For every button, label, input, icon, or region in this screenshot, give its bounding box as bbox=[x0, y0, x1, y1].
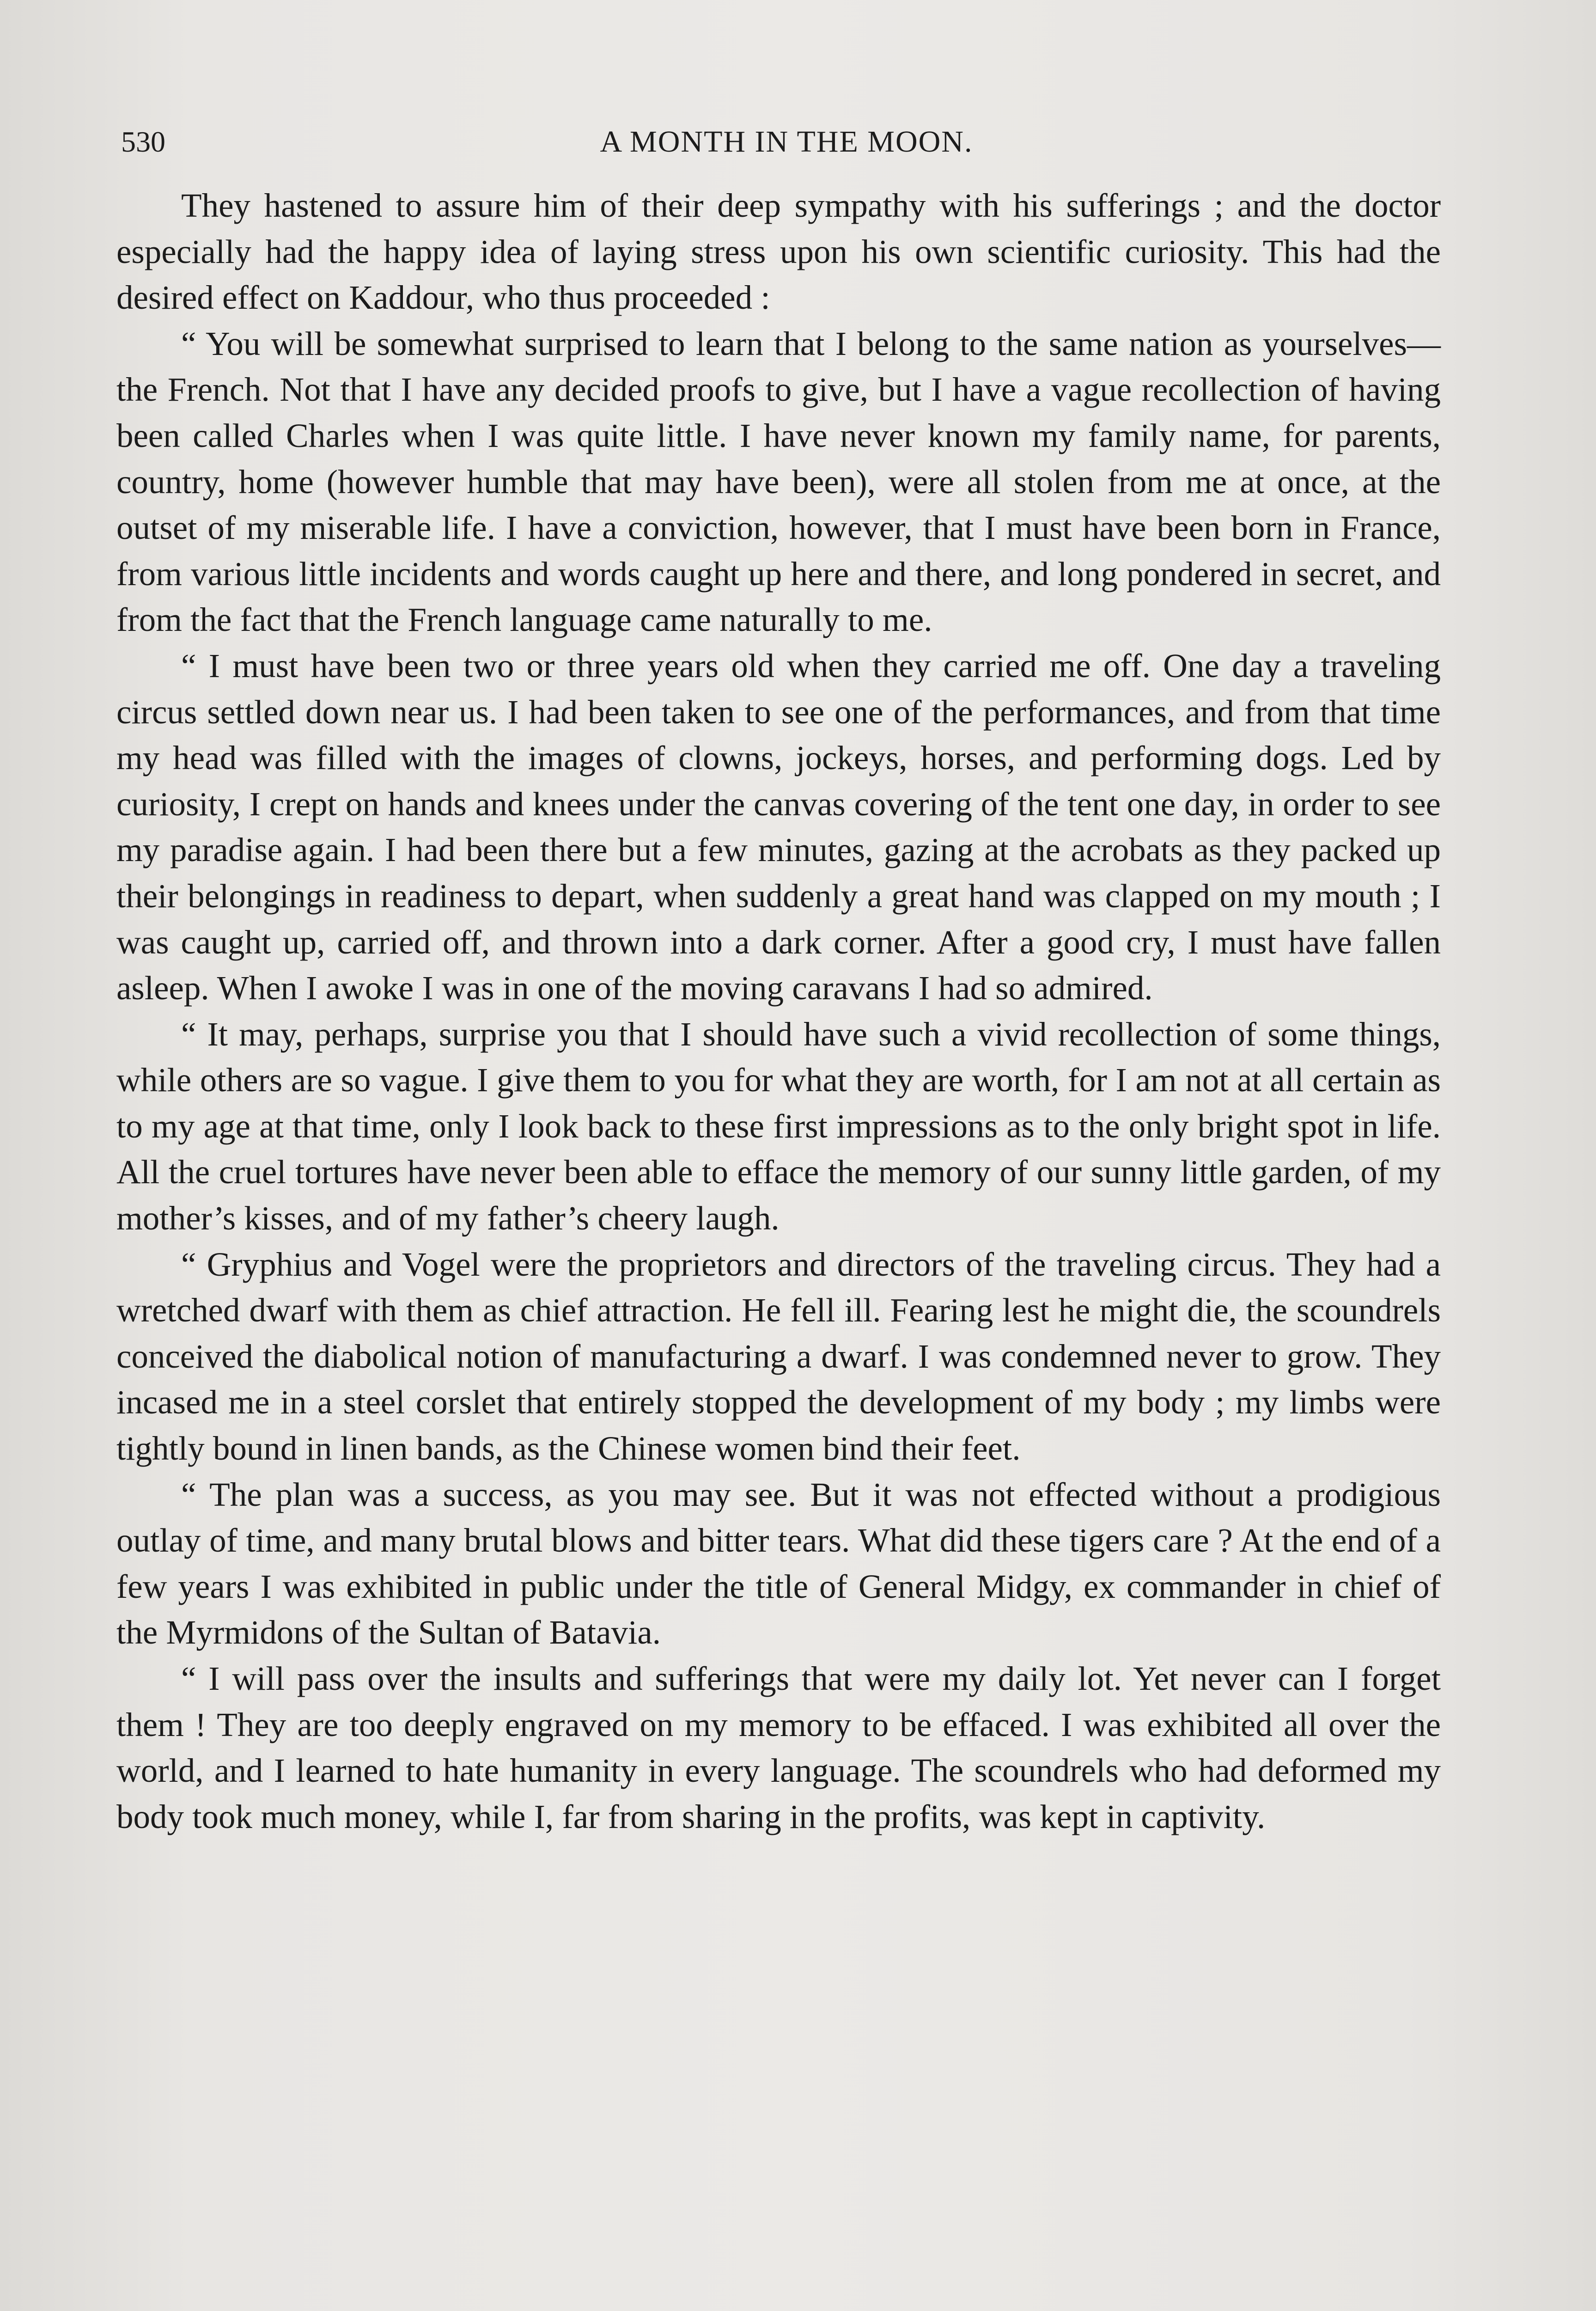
paragraph: “ The plan was a success, as you may see. But it was not effected without a prodigious outlay of time, and many brutal blows and bitter tears. What did these tigers care ? At the end of a few years I was exhibited in public under the title of General Midgy, ex commander in chief of the Myrmidons of the Sultan of Batavia. bbox=[116, 1475, 1441, 1651]
paragraph: “ Gryphius and Vogel were the proprietors and directors of the traveling circus. They had a wretched dwarf with them as chief attraction. He fell ill. Fearing lest he might die, the scoundrels conceived the diabolical notion of manufacturing a dwarf. I was condemned never to grow. They incased me in a steel corslet that entirely stopped the development of my body ; my limbs were tightly bound in linen bands, as the Chinese women bind their feet. bbox=[116, 1245, 1441, 1467]
body-text bbox=[116, 183, 1441, 1840]
page-header bbox=[121, 121, 1452, 163]
paragraph: They hastened to assure him of their deep sympathy with his sufferings ; and the doctor especially had the happy idea of laying stress upon his own scientific curiosity. This had the desired effect on Kaddour, who thus proceeded : bbox=[116, 187, 1441, 317]
paragraph: “ I will pass over the insults and sufferings that were my daily lot. Yet never can I forget them ! They are too deeply engraved on my memory to be effaced. I was exhibited all over the world, and I learned to hate humanity in every language. The scoundrels who had deformed my body took much money, while I, far from sharing in the profits, was kept in captivity. bbox=[116, 1660, 1441, 1835]
paragraph: “ It may, perhaps, surprise you that I should have such a vivid recollection of some things, while others are so vague. I give them to you for what they are worth, for I am not at all certain as to my age at that time, only I look back to these first impressions as to the only bright spot in life. All the cruel tortures have never been able to efface the memory of our sunny little garden, of my mother’s kisses, and of my father’s cheery laugh. bbox=[116, 1015, 1441, 1237]
page-number: 530 bbox=[121, 125, 165, 158]
paragraph: “ You will be somewhat surprised to learn that I belong to the same nation as yourselves—the French. Not that I have any decided proofs to give, but I have a vague recollection of having been called Charles when I was quite little. I have never known my family name, for parents, country, home (however humble that may have been), were all stolen from me at once, at the outset of my miserable life. I have a conviction, however, that I must have been born in France, from various little incidents and words caught up here and there, and long pondered in secret, and from the fact that the French language came naturally to me. bbox=[116, 324, 1441, 639]
paragraph: “ I must have been two or three years old when they carried me off. One day a traveling circus settled down near us. I had been taken to see one of the performances, and from that time my head was filled with the images of clowns, jockeys, horses, and performing dogs. Led by curiosity, I crept on hands and knees under the canvas covering of the tent one day, in order to see my paradise again. I had been there but a few minutes, gazing at the acrobats as they packed up their belongings in readiness to depart, when suddenly a great hand was clapped on my mouth ; I was caught up, carried off, and thrown into a dark corner. After a good cry, I must have fallen asleep. When I awoke I was in one of the moving caravans I had so admired. bbox=[116, 647, 1441, 1007]
running-title: A MONTH IN THE MOON. bbox=[600, 125, 973, 159]
